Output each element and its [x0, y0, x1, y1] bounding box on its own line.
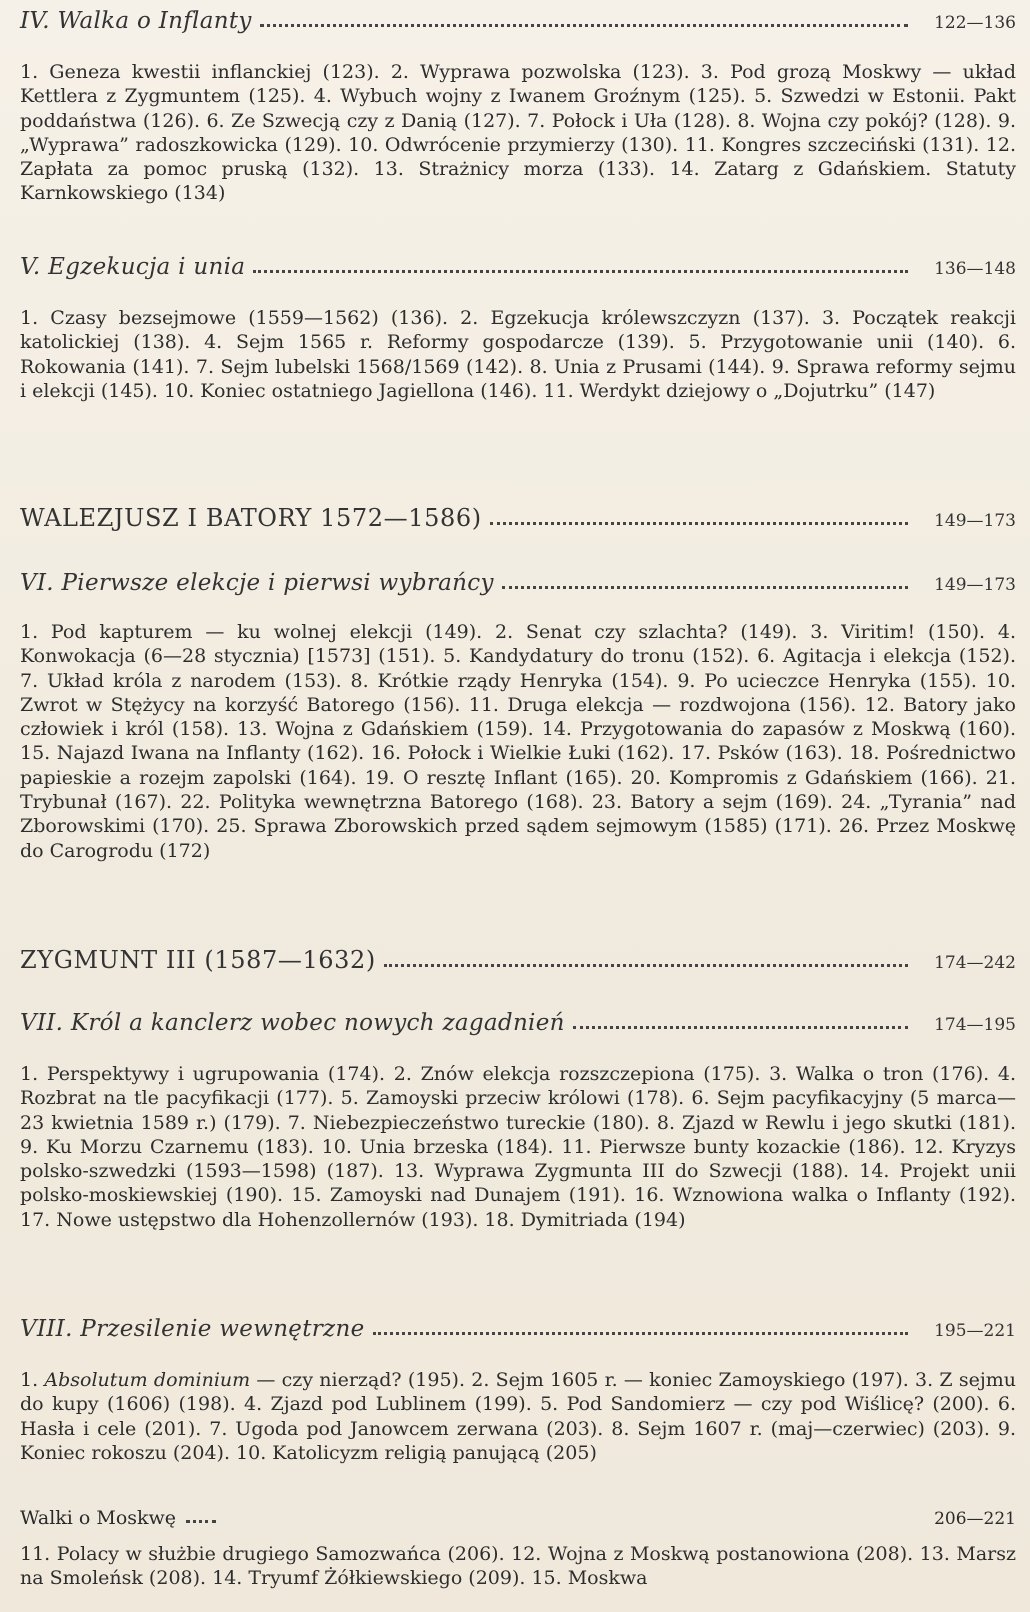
leader-dots — [490, 521, 908, 525]
leader-dots — [373, 1331, 909, 1335]
part-heading-zygmunt-iii — [20, 946, 1016, 982]
chapter-contents-iv: 1. Geneza kwestii inflanckiej (123). 2. Wyprawa pozwolska (123). 3. Pod grozą Moskwy — układ Kettlera z Zygmuntem (125). 4. Wybuch wojny z Iwanem Groźnym (125). 5. Szwedzi w Estonii. Pakt poddaństwa (126). 6. Ze Szwecją czy z Danią (127). 7. Połock i Uła (128). 8. Wojna czy pokój? (128). 9. „Wyprawa” radoszkowicka (129). 10. Odwrócenie przymierzy (130). 11. Kongres szczeciński (131). 12. Zapłata za pomoc pruską (132). 13. Strażnicy morza (133). 14. Zatarg z Gdańskiem. Statuty Karnkowskiego (134) — [20, 61, 1016, 205]
page-range: 206—221 — [934, 1509, 1016, 1529]
subsection-title: Walki o Moskwę — [20, 1507, 177, 1529]
chapter-contents-vi: 1. Pod kapturem — ku wolnej elekcji (149). 2. Senat czy szlachta? (149). 3. Viritim! (150). 4. Konwokacja (6—28 stycznia) [1573] (151). 5. Kandydatury do tronu (152). 6. Agitacja i elekcja (152). 7. Układ króla z narodem (153). 8. Krótkie rządy Henryka (154). 9. Po ucieczce Henryka (155). 10. Zwrot w Stężycy na korzyść Batorego (156). 11. Druga elekcja — rozdwojona (156). 12. Batory jako człowiek i król (158). 13. Wojna z Gdańskiem (159). 14. Przygotowania do zapasów z Moskwą (160). 15. Najazd Iwana na Inflanty (162). 16. Połock i Wielkie Łuki (162). 17. Psków (163). 18. Pośrednictwo papieskie a rozejm zapolski (164). 19. O resztę Inflant (165). 20. Kompromis z Gdańskiem (166). 21. Trybunał (167). 22. Polityka wewnętrzna Batorego (168). 23. Batory a sejm (169). 24. „Tyrania” nad Zborowskimi (170). 25. Sprawa Zborowskich przed sądem sejmowym (1585) (171). 26. Przez Moskwę do Carogrodu (172) — [20, 621, 1016, 862]
page-range: 122—136 — [934, 13, 1016, 33]
page-range: 149—173 — [934, 511, 1016, 531]
leader-dots — [186, 1520, 216, 1523]
part-title: WALEZJUSZ I BATORY 1572—1586) — [20, 504, 482, 532]
page-range: 136—148 — [934, 259, 1016, 279]
chapter-title: VI. Pierwsze elekcje i pierwsi wybrańcy — [20, 570, 494, 596]
chapter-title: VII. Król a kanclerz wobec nowych zagadnień — [20, 1010, 565, 1036]
chapter-title: IV. Walka o Inflanty — [20, 8, 252, 34]
leader-dots — [502, 585, 908, 589]
leader-dots — [384, 963, 908, 967]
latin-phrase: Absolutum dominium — [44, 1369, 251, 1391]
page-range: 149—173 — [934, 575, 1016, 595]
subsection-heading-walki-o-moskwe — [20, 1507, 1016, 1537]
chapter-contents-v: 1. Czasy bezsejmowe (1559—1562) (136). 2. Egzekucja królewszczyzn (137). 3. Początek reakcji katolickiej (138). 4. Sejm 1565 r. Reformy gospodarcze (139). 5. Przygotowanie unii (140). 6. Rokowania (141). 7. Sejm lubelski 1568/1569 (142). 8. Unia z Prusami (144). 9. Sprawa reformy sejmu i elekcji (145). 10. Koniec ostatniego Jagiellona (146). 11. Werdykt dziejowy o „Dojutrku” (147) — [20, 307, 1016, 402]
chapter-heading-vi — [20, 570, 1016, 606]
subsection-contents-walki-o-moskwe: 11. Polacy w służbie drugiego Samozwańca (206). 12. Wojna z Moskwą postanowiona (208). 13. Marsz na Smoleńsk (208). 14. Tryumf Żółkiewskiego (209). 15. Moskwa — [20, 1543, 1016, 1590]
part-title: ZYGMUNT III (1587—1632) — [20, 946, 376, 974]
leader-dots — [253, 269, 908, 273]
page-range: 174—242 — [934, 953, 1016, 973]
chapter-contents-viii — [20, 1368, 1016, 1465]
chapter-title: VIII. Przesilenie wewnętrzne — [20, 1316, 365, 1342]
item-number: 1. — [20, 1369, 39, 1391]
leader-dots — [573, 1025, 908, 1029]
item-text: — czy nierząd? (195). 2. Sejm 1605 r. — koniec Zamoyskiego (197). 3. Z sejmu do kupy (1606) (198). 4. Zjazd pod Lublinem (199). 5. Pod Sandomierz — czy pod Wiślicę? (200). 6. Hasła i cele (201). 7. Ugoda pod Janowcem zerwana (203). 8. Sejm 1607 r. (maj—czerwiec) (203). 9. Koniec rokoszu (204). 10. Katolicyzm religią panującą (205) — [20, 1369, 1016, 1464]
page-range: 174—195 — [934, 1015, 1016, 1035]
page-range: 195—221 — [934, 1321, 1016, 1341]
chapter-title: V. Egzekucja i unia — [20, 254, 246, 280]
chapter-contents-vii: 1. Perspektywy i ugrupowania (174). 2. Znów elekcja rozszczepiona (175). 3. Walka o tron (176). 4. Rozbrat na tle pacyfikacji (177). 5. Zamoyski przeciw królowi (178). 6. Sejm pacyfikacyjny (5 marca—23 kwietnia 1589 r.) (179). 7. Niebezpieczeństwo tureckie (180). 8. Zjazd w Rewlu i jego skutki (181). 9. Ku Morzu Czarnemu (183). 10. Unia brzeska (184). 11. Pierwsze bunty kozackie (186). 12. Kryzys polsko-szwedzki (1593—1598) (187). 13. Wyprawa Zygmunta III do Szwecji (188). 14. Projekt unii polsko-moskiewskiej (190). 15. Zamoyski nad Dunajem (191). 16. Wznowiona walka o Inflanty (192). 17. Nowe ustępstwo dla Hohenzollernów (193). 18. Dymitriada (194) — [20, 1063, 1016, 1231]
chapter-heading-iv — [20, 8, 1016, 44]
chapter-heading-vii — [20, 1010, 1016, 1046]
chapter-heading-v — [20, 254, 1016, 290]
chapter-heading-viii — [20, 1316, 1016, 1352]
leader-dots — [260, 23, 908, 27]
part-heading-walezjusz-i-batory — [20, 504, 1016, 540]
